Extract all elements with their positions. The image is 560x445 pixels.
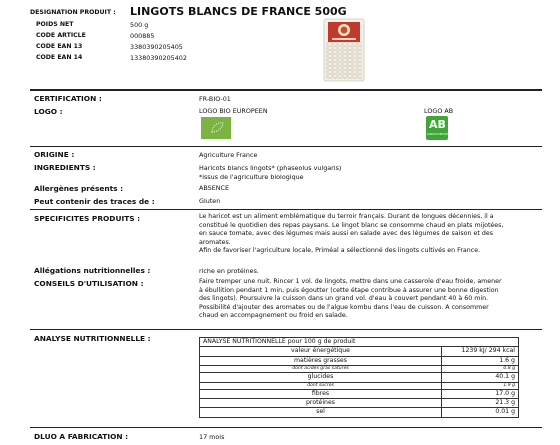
- product-name: LINGOTS BLANCS DE FRANCE 500G: [130, 5, 347, 18]
- origine-label: ORIGINE :: [34, 150, 75, 159]
- ab-logo-caption: LOGO AB: [424, 107, 454, 115]
- conseils-text: [199, 278, 534, 321]
- table-row: [200, 347, 519, 356]
- divider: [30, 209, 542, 210]
- allergenes-label: Allergènes présents :: [34, 184, 124, 193]
- nutrient-value: 1239 kJ/ 294 kcal: [442, 347, 519, 356]
- nutrition-label: ANALYSE NUTRITIONNELLE :: [34, 334, 151, 343]
- nutrient-name: valeur énergétique: [200, 347, 442, 356]
- eu-organic-logo-icon: [201, 117, 231, 139]
- conseils-line: Faire tremper une nuit. Rincer 1 vol. de lingots, mettre dans une casserole d'eau froide, amener: [199, 278, 502, 285]
- nutrient-value: 0.01 g: [442, 408, 519, 417]
- divider: [30, 427, 542, 428]
- logo-label: LOGO :: [34, 107, 63, 116]
- dluo-value: 17 mois: [199, 433, 225, 441]
- nutrient-value: 40.1 g: [442, 373, 519, 382]
- product-package-image: [320, 16, 368, 84]
- specificites-text: [199, 213, 534, 256]
- specificites-label: SPECIFICITES PRODUITS :: [34, 214, 141, 223]
- divider: [30, 89, 542, 91]
- nutrient-name: dont sucres: [200, 382, 442, 389]
- ean14-label: CODE EAN 14: [36, 54, 83, 61]
- nutrient-name: dont acides gras saturés: [200, 366, 442, 373]
- nutrient-value: 21.3 g: [442, 399, 519, 408]
- ab-organic-logo-icon: AB AGRICULTURE BIOLOGIQUE: [426, 116, 448, 140]
- ingredients-line-1: Haricots blancs lingots* (phaseolus vulgaris): [199, 164, 342, 172]
- ingredients-line-2: *issus de l'agriculture biologique: [199, 173, 304, 181]
- poids-net-value: 500 g: [130, 21, 149, 29]
- specificites-line: en sauce tomate, avec des légumes mais aussi en salade avec des légumes de saison et des: [199, 230, 494, 238]
- nutrient-name: fibres: [200, 389, 442, 398]
- table-row: [200, 399, 519, 408]
- ingredients-label: INGREDIENTS :: [34, 163, 96, 172]
- code-article-label: CODE ARTICLE: [36, 32, 86, 39]
- conseils-line: des lingots). Poursuivre la cuisson dans un grand vol. d'eau à couvert pendant 40 à 60 min.: [199, 295, 489, 303]
- nutrient-name: matières grasses: [200, 356, 442, 365]
- specificites-line: Le haricot est un aliment emblématique du terroir français. Durant de longues décennies, il a: [199, 213, 494, 220]
- traces-label: Peut contenir des traces de :: [34, 197, 155, 206]
- table-row: [200, 373, 519, 382]
- specificites-line: constitué le quotidien des repas paysans. Le lingot blanc se consomme chaud en plats mijotées,: [199, 221, 504, 229]
- allergenes-value: ABSENCE: [199, 184, 230, 192]
- nutrition-table: [199, 337, 519, 418]
- code-article-value: 000885: [130, 32, 155, 40]
- divider: [30, 329, 542, 330]
- table-row: [200, 382, 519, 389]
- specificites-line: Afin de favoriser l'agriculture locale, Priméal a sélectionné des lingots cultivés en France.: [199, 247, 481, 255]
- ean13-label: CODE EAN 13: [36, 43, 83, 50]
- nutrient-name: glucides: [200, 373, 442, 382]
- nutrient-name: protéines: [200, 399, 442, 408]
- traces-value: Gluten: [199, 197, 221, 205]
- eu-logo-caption: LOGO BIO EUROPEEN: [199, 107, 268, 115]
- certification-value: FR-BIO-01: [199, 95, 231, 103]
- origine-value: Agriculture France: [199, 151, 258, 159]
- conseils-label: CONSEILS D'UTILISATION :: [34, 279, 144, 288]
- nutrient-value: 17.0 g: [442, 389, 519, 398]
- conseils-line: à ébullition pendant 1 min, puis égoutter (cette étape contribue à assurer une bonne digestion: [199, 286, 499, 294]
- table-row: [200, 356, 519, 365]
- allegations-value: riche en protéines.: [199, 267, 259, 275]
- specificites-line: aromates.: [199, 238, 231, 246]
- nutrient-value: 1.6 g: [442, 356, 519, 365]
- nutrient-value: 1.9 g: [442, 382, 519, 389]
- nutrition-table-title: ANALYSE NUTRITIONNELLE pour 100 g de produit: [200, 338, 519, 347]
- table-row: [200, 389, 519, 398]
- ean14-value: 13380390205402: [130, 54, 187, 62]
- conseils-line: chaud en accompagnement ou froid en salade.: [199, 312, 348, 320]
- allegations-label: Allégations nutritionnelles :: [34, 266, 151, 275]
- nutrient-name: sel: [200, 408, 442, 417]
- table-row: [200, 408, 519, 417]
- ean13-value: 3380390205405: [130, 43, 183, 51]
- certification-label: CERTIFICATION :: [34, 94, 102, 103]
- table-row: [200, 366, 519, 373]
- designation-label: DESIGNATION PRODUIT :: [30, 9, 116, 16]
- poids-net-label: POIDS NET: [36, 21, 74, 28]
- dluo-label: DLUO A FABRICATION :: [34, 432, 129, 441]
- nutrient-value: 0.8 g: [442, 366, 519, 373]
- conseils-line: Possibilité d'ajouter des aromates ou de l'algue kombu dans l'eau de cuisson. A consommer: [199, 303, 489, 311]
- divider: [30, 146, 542, 147]
